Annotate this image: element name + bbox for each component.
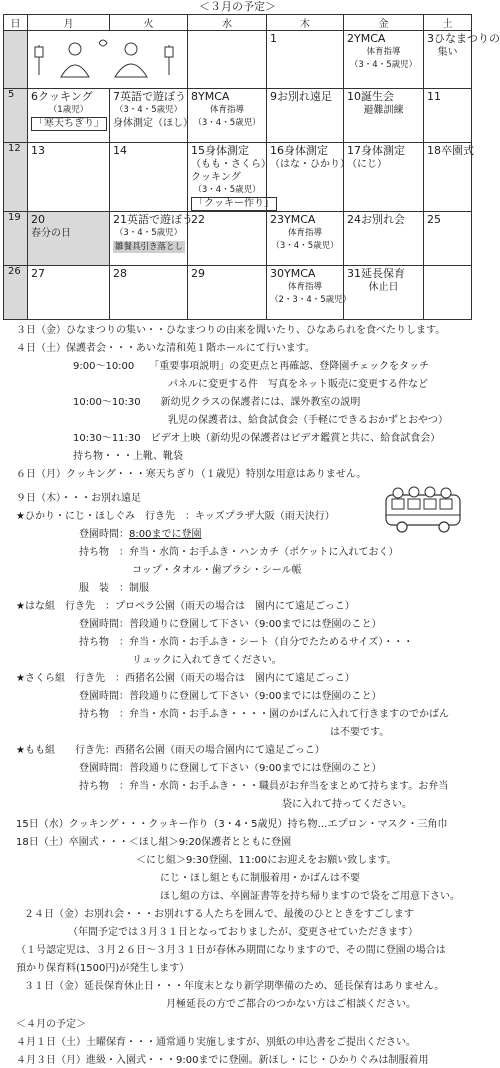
day-number-label: 27 <box>31 267 45 280</box>
boxed-event-label: 「クッキー作り」 <box>191 197 277 211</box>
calendar-day-cell <box>28 89 110 143</box>
calendar-day-cell <box>28 31 188 89</box>
note-text: 持ち物・・・上靴、靴袋 <box>73 451 183 462</box>
note-line <box>168 414 448 428</box>
note-text: 月極延長の方でご都合のつかない方はご相談ください。 <box>166 999 416 1010</box>
note-line <box>16 600 355 614</box>
note-text: ９日（木）・・・お別れ遠足 <box>16 493 141 504</box>
note-text: 9:00～10:00 「重要事項説明」の変更点と再確認、登降園チェックをタッチ <box>73 361 429 372</box>
note-line <box>16 1054 428 1068</box>
note-line <box>160 890 460 904</box>
note-line <box>73 360 429 374</box>
calendar-day-cell <box>28 212 110 266</box>
note-text: ６日（月）クッキング・・・寒天ちぎり（１歳児）特別な用意はありません。 <box>16 469 367 480</box>
note-text: 乳児の保護者は、給食試食会（手軽にできるおかずとおやつ） <box>168 415 448 426</box>
weekday-header: 日 <box>4 15 28 31</box>
note-text: 持ち物 ：弁当・水筒・お手ふき・ハンカチ（ポケットに入れておく） <box>79 547 399 558</box>
note-line <box>79 762 381 776</box>
calendar-day-cell <box>267 31 344 89</box>
calendar-day-cell <box>424 212 472 266</box>
page-title: ＜３月の予定＞ <box>199 0 276 13</box>
march-calendar <box>3 14 500 320</box>
note-text: ★はな組 行き先 ：プロペラ公園（雨天の場合は 園内にて遠足ごっこ） <box>16 601 355 612</box>
note-line <box>16 672 355 686</box>
calendar-week-row <box>4 212 472 266</box>
note-line <box>168 378 428 392</box>
calendar-day-cell <box>110 266 188 320</box>
event-label: 体育指導 <box>287 282 322 292</box>
note-text: 登園時間： <box>79 529 129 540</box>
boxed-event-label: 「寒天ちぎり」 <box>31 117 107 131</box>
calendar-week-row <box>4 143 472 212</box>
day-number-label: 31延長保育 <box>347 267 405 280</box>
note-text: ４月３日（月）進級・入園式・・・9:00までに登園。新ほし・にじ・ひかりぐみは制服着用 <box>16 1055 429 1066</box>
day-number-label: 6クッキング <box>31 90 93 103</box>
day-number-label: 1 <box>270 32 277 45</box>
note-line <box>79 546 399 560</box>
note-text: （年間予定では３月３１日となっておりましたが、変更させていただきます） <box>68 927 418 938</box>
calendar-day-cell <box>344 89 424 143</box>
note-line <box>16 324 445 338</box>
event-label: （はな・ひかり） <box>270 159 350 170</box>
weekday-header: 金 <box>344 15 424 31</box>
event-label: （3・4・5歳児） <box>193 185 261 195</box>
calendar-day-cell <box>188 212 267 266</box>
calendar-day-cell <box>344 212 424 266</box>
day-number-label: 9お別れ遠足 <box>270 90 332 103</box>
event-label: （1歳児） <box>48 105 89 115</box>
event-label: （3・4・5歳児） <box>114 105 183 115</box>
day-number-label: 24お別れ会 <box>347 213 405 226</box>
event-label: 春分の日 <box>31 228 71 239</box>
note-line <box>79 618 381 632</box>
event-label: （3・4・5歳児） <box>271 241 339 251</box>
school-bus-icon <box>382 485 464 535</box>
note-line <box>73 450 183 464</box>
note-text: 18日（土）卒園式・・・＜ほし組＞9:20保護者とともに登園 <box>16 837 292 848</box>
note-line <box>79 780 448 794</box>
event-label: 体育指導 <box>209 105 244 115</box>
event-label: （にじ） <box>347 159 387 170</box>
event-label: 体育指導 <box>366 47 401 57</box>
calendar-day-cell <box>188 266 267 320</box>
event-label: （もも・さくら） <box>191 159 271 170</box>
calendar-header-row <box>4 15 472 31</box>
day-number-label: 13 <box>31 144 45 157</box>
weekday-header: 木 <box>267 15 344 31</box>
hina-dolls-icon <box>31 35 179 83</box>
note-text: ★さくら組 行き先 ：西猪名公園（雨天の場合は 園内にて遠足ごっこ） <box>16 673 355 684</box>
note-line <box>16 342 315 356</box>
day-number-label: 16身体測定 <box>270 144 328 157</box>
week-number <box>4 31 28 89</box>
day-number-label: 17身体測定 <box>347 144 405 157</box>
note-line <box>282 798 412 812</box>
note-text: ３１日（金）延長保育休止日・・・年度末となり新学期準備のため、延長保育はありません。 <box>24 981 445 992</box>
note-line <box>79 528 201 542</box>
note-text: ＜４月の予定＞ <box>16 1019 86 1030</box>
day-number-label: 28 <box>113 267 127 280</box>
note-line <box>73 396 360 410</box>
note-text: 10:00～10:30 新幼児クラスの保護者には、課外教室の説明 <box>73 397 361 408</box>
event-label <box>191 197 274 211</box>
day-number-label: 29 <box>191 267 205 280</box>
note-line <box>16 818 448 832</box>
note-text: 服 装 ：制服 <box>79 583 149 594</box>
note-text: 登園時間：普段通りに登園して下さい（9:00までには登園のこと） <box>79 691 382 702</box>
day-number-label: 30YMCA <box>270 267 316 280</box>
day-number-label: 18卒園式 <box>427 144 474 157</box>
note-text: パネルに変更する件 写真をネット販売に変更する件など <box>168 379 428 390</box>
day-number-label: 22 <box>191 213 205 226</box>
note-line <box>132 654 282 668</box>
note-text: 登園時間：普段通りに登園して下さい（9:00までには登園のこと） <box>79 619 382 630</box>
note-line <box>16 1036 416 1050</box>
note-text: 持ち物 ：弁当・水筒・お手ふき・シート（自分でたためるサイズ）・・・ <box>79 637 414 648</box>
note-text: は不要です。 <box>330 727 390 738</box>
week-number: 12 <box>4 143 28 212</box>
note-line <box>68 926 418 940</box>
calendar-day-cell <box>424 89 472 143</box>
calendar-week-row <box>4 89 472 143</box>
note-line <box>16 962 189 976</box>
event-label: （2・3・4・5歳児） <box>270 295 352 305</box>
calendar-day-cell <box>344 266 424 320</box>
event-label: 身体測定（ほし） <box>113 118 193 129</box>
note-line <box>16 944 446 958</box>
calendar-day-cell <box>110 89 193 143</box>
calendar-day-cell <box>267 89 344 143</box>
event-label: 避難訓練 <box>363 105 404 116</box>
calendar-day-cell <box>28 266 110 320</box>
calendar-day-cell <box>424 143 472 212</box>
note-line <box>79 690 381 704</box>
note-line <box>24 908 414 922</box>
note-line <box>24 980 444 994</box>
note-text: ＜にじ組＞9:30登園、11:00にお迎えをお願い致します。 <box>136 855 397 866</box>
weekday-header: 水 <box>188 15 267 31</box>
note-line <box>16 1018 86 1032</box>
note-text: 持ち物 ：弁当・水筒・お手ふき・・・職員がお弁当をまとめて持ちます。お弁当 <box>79 781 449 792</box>
event-label: （3・4・5歳児） <box>114 228 183 238</box>
note-line <box>330 726 389 740</box>
note-line <box>79 636 413 650</box>
day-number-label: 8YMCA <box>191 90 230 103</box>
weekday-header: 土 <box>424 15 472 31</box>
note-text: 持ち物 ：弁当・水筒・お手ふき・・・・園のかばんに入れて行きますのでかばん <box>79 709 449 720</box>
day-number-label: 2YMCA <box>347 32 386 45</box>
note-line <box>79 582 149 596</box>
calendar-day-cell <box>344 143 424 212</box>
calendar-week-row <box>4 31 472 89</box>
note-line <box>132 564 302 578</box>
event-label <box>113 240 187 253</box>
note-line <box>160 872 360 886</box>
calendar-day-cell <box>424 31 500 89</box>
note-text: にじ・ほし組ともに制服着用・かばんは不要 <box>160 873 360 884</box>
calendar-day-cell <box>188 89 267 143</box>
note-text: ★もも組 行き先：西猪名公園（雨天の場合園内にて遠足ごっこ） <box>16 745 325 756</box>
note-line <box>16 468 366 482</box>
note-line <box>166 998 416 1012</box>
note-text: コップ・タオル・歯ブラシ・シール帳 <box>132 565 302 576</box>
calendar-week-row <box>4 266 472 320</box>
event-label <box>31 117 109 131</box>
calendar-day-cell <box>267 143 350 212</box>
note-line <box>16 510 335 524</box>
note-text: ★ひかり・にじ・ほしぐみ 行き先 ：キッズプラザ大阪（雨天決行） <box>16 511 335 522</box>
note-line <box>79 708 449 722</box>
event-label: （3・4・5歳児） <box>193 118 261 128</box>
week-number: 5 <box>4 89 28 143</box>
calendar-day-cell <box>424 266 472 320</box>
note-text: リュックに入れてきてください。 <box>132 655 282 666</box>
weekday-header: 月 <box>28 15 110 31</box>
event-label: （3・4・5歳児） <box>349 60 418 70</box>
event-label: クッキング <box>191 172 241 183</box>
calendar-day-cell <box>110 143 188 212</box>
calendar-day-cell <box>28 143 110 212</box>
day-number-label: 11 <box>427 90 441 103</box>
calendar-day-cell <box>110 212 193 266</box>
weekday-header: 火 <box>110 15 188 31</box>
calendar-day-cell <box>344 31 424 89</box>
note-text: 15日（水）クッキング・・・クッキー作り（3・4・5歳児）持ち物…エプロン・マスク・三角巾 <box>16 819 448 830</box>
event-label: 休止日 <box>368 282 399 293</box>
highlighted-event-label: 雛餐具引き落とし <box>115 242 184 252</box>
day-number-label: 14 <box>113 144 127 157</box>
note-text: ２４日（金）お別れ会・・・お別れする人たちを囲んで、最後のひとときをすごします <box>24 909 414 920</box>
day-number-label: 21英語で遊ぼう <box>113 213 193 226</box>
calendar-day-cell <box>267 212 344 266</box>
note-text: ３日（金）ひなまつりの集い・・ひなまつりの由来を聞いたり、ひなあられを食べたりします。 <box>16 325 446 336</box>
note-text: 預かり保育料(1500円)が発生します） <box>16 963 190 974</box>
note-text: 10:30～11:30 ビデオ上映（新幼児の保護者はビデオ鑑賞と共に、給食試食会） <box>73 433 441 444</box>
day-number-label: 23YMCA <box>270 213 316 226</box>
day-number-label: 7英語で遊ぼう <box>113 90 186 103</box>
note-line <box>16 492 141 506</box>
note-line <box>16 744 325 758</box>
day-number-label: 25 <box>427 213 441 226</box>
note-line <box>136 854 396 868</box>
note-line <box>16 836 291 850</box>
note-text: （１号認定児は、３月２６日～３月３１日が春休み期間になりますので、その間に登園の場合は <box>16 945 446 956</box>
calendar-day-cell <box>267 266 352 320</box>
week-number: 26 <box>4 266 28 320</box>
note-text: 袋に入れて持ってください。 <box>282 799 412 810</box>
day-number-label: 15身体測定 <box>191 144 249 157</box>
note-text: ほし組の方は、卒園証書等を持ち帰りますので袋をご用意下さい。 <box>160 891 460 902</box>
event-label: 集い <box>437 47 458 58</box>
calendar-day-cell <box>188 31 267 89</box>
day-number-label: 3ひなまつりの <box>427 32 500 45</box>
day-number-label: 20 <box>31 213 45 226</box>
note-text: ４月１日（土）土曜保育・・・通常通り実施しますが、別紙の申込書をご提出ください。 <box>16 1037 416 1048</box>
note-line <box>73 432 440 446</box>
week-number: 19 <box>4 212 28 266</box>
day-number-label: 10誕生会 <box>347 90 394 103</box>
note-text: ４日（土）保護者会・・・あいな清和苑１階ホールにて行います。 <box>16 343 315 354</box>
underlined-time: 8:00までに登園 <box>129 529 202 540</box>
event-label: 体育指導 <box>287 228 322 238</box>
calendar-day-cell <box>188 143 274 212</box>
note-text: 登園時間：普段通りに登園して下さい（9:00までには登園のこと） <box>79 763 382 774</box>
